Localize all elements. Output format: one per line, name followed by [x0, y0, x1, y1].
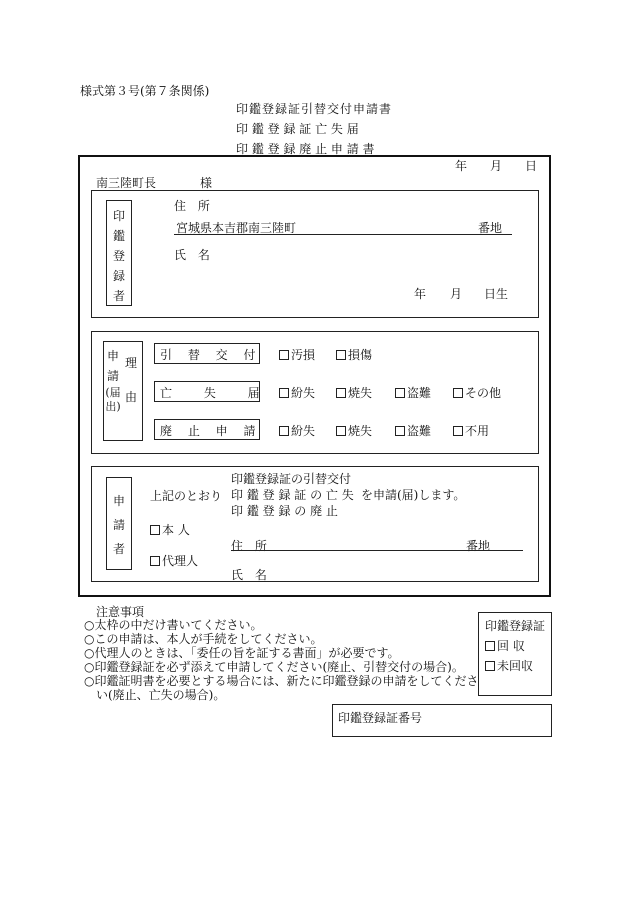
applicant-name-label: 氏 名 — [231, 568, 271, 582]
birth-day: 日生 — [484, 287, 509, 301]
addressee-honorific: 様 — [200, 176, 213, 190]
checkbox-icon — [150, 556, 160, 566]
reason-row-exchange-label: 引 替 交 付 — [160, 348, 262, 362]
applicant-address-label: 住 所 — [231, 539, 271, 553]
option-damaged[interactable] — [336, 346, 372, 363]
registrant-label-char-4: 録 — [112, 269, 125, 283]
note-item-4: ○印鑑登録証を必ず添えて申請してください(廃止、引替交付の場合)。 — [84, 660, 464, 674]
option-soiled[interactable] — [279, 346, 315, 363]
option-burned-2-label: 焼失 — [348, 424, 373, 438]
applicant-label-char-3: 者 — [112, 542, 125, 556]
date-month: 月 — [490, 159, 503, 173]
registrant-address-line — [174, 234, 512, 235]
addressee-name: 南三陸町長 — [96, 176, 157, 190]
option-agent-label: 代理人 — [162, 554, 199, 568]
checkbox-icon — [453, 388, 463, 398]
registrant-address-label: 住 所 — [174, 199, 214, 213]
checkbox-icon — [336, 426, 346, 436]
checkbox-icon — [485, 641, 495, 651]
reason-label-char-2: 請 — [106, 369, 119, 383]
reason-row-loss-label: 亡 失 届 — [160, 386, 274, 400]
reason-label-char-5: 理 — [124, 356, 137, 370]
checkbox-icon — [336, 350, 346, 360]
option-damaged-label: 損傷 — [348, 348, 373, 362]
registrant-label-char-5: 者 — [112, 289, 125, 303]
title-exchange: 印鑑登録証引替交付申請書 — [236, 102, 393, 116]
applicant-label — [106, 489, 132, 561]
applicant-label-char-1: 申 — [112, 494, 125, 508]
registrant-banchi: 番地 — [478, 221, 503, 235]
option-not-collected[interactable] — [485, 657, 533, 674]
checkbox-icon — [395, 388, 405, 398]
note-item-3: ○代理人のときは、「委任の旨を証する書面」が必要です。 — [84, 646, 400, 660]
registrant-label-char-2: 鑑 — [112, 229, 125, 243]
registrant-label-char-3: 登 — [112, 249, 125, 263]
birth-month: 月 — [450, 287, 463, 301]
checkbox-icon — [336, 388, 346, 398]
reason-label-right — [122, 346, 140, 414]
date-year: 年 — [455, 159, 468, 173]
option-burned[interactable] — [336, 384, 372, 401]
applicant-banchi: 番地 — [466, 539, 491, 553]
checkbox-icon — [485, 661, 495, 671]
notes-heading: 注意事項 — [96, 605, 145, 619]
option-principal-label: 本 人 — [162, 523, 190, 537]
applicant-item-abolish: 印 鑑 登 録 の 廃 止 — [231, 504, 338, 518]
option-unneeded-label: 不用 — [465, 424, 490, 438]
option-stolen-2[interactable] — [395, 422, 431, 439]
title-abolish: 印 鑑 登 録 廃 止 申 請 書 — [236, 142, 375, 156]
checkbox-icon — [279, 350, 289, 360]
option-soiled-label: 汚損 — [291, 348, 316, 362]
checkbox-icon — [395, 426, 405, 436]
form-number: 様式第３号(第７条関係) — [80, 84, 210, 98]
checkbox-icon — [453, 426, 463, 436]
applicant-label-char-2: 請 — [112, 518, 125, 532]
option-other-label: その他 — [465, 386, 502, 400]
option-other[interactable] — [453, 384, 501, 401]
option-principal[interactable] — [150, 521, 190, 538]
option-burned-label: 焼失 — [348, 386, 373, 400]
reason-label-char-4: 出) — [105, 400, 121, 413]
title-loss: 印 鑑 登 録 証 亡 失 届 — [236, 122, 359, 136]
option-not-collected-label: 未回収 — [497, 659, 534, 673]
checkbox-icon — [279, 426, 289, 436]
registrant-section — [91, 190, 539, 318]
option-lost-2-label: 紛失 — [291, 424, 316, 438]
applicant-item-exchange: 印鑑登録証の引替交付 — [231, 472, 352, 486]
applicant-suffix: を申請(届)します。 — [361, 488, 466, 502]
reason-row-abolish-label: 廃 止 申 請 — [160, 424, 262, 438]
applicant-address-line — [231, 550, 523, 551]
option-collected[interactable] — [485, 637, 525, 654]
option-stolen-label: 盗難 — [407, 386, 432, 400]
note-item-6: い(廃止、亡失の場合)。 — [96, 688, 226, 702]
note-item-5: ○印鑑証明書を必要とする場合には、新たに印鑑登録の申請をしてくださ — [84, 674, 479, 688]
option-lost-2[interactable] — [279, 422, 315, 439]
reason-label-char-1: 申 — [106, 349, 119, 363]
applicant-item-loss: 印 鑑 登 録 証 の 亡 失 — [231, 488, 354, 502]
option-unneeded[interactable] — [453, 422, 489, 439]
option-agent[interactable] — [150, 552, 198, 569]
option-burned-2[interactable] — [336, 422, 372, 439]
certificate-status-title: 印鑑登録証 — [485, 619, 546, 633]
checkbox-icon — [279, 388, 289, 398]
registrant-label-char-1: 印 — [112, 209, 125, 223]
reason-label-left — [104, 346, 122, 414]
option-lost-label: 紛失 — [291, 386, 316, 400]
applicant-lead: 上記のとおり — [150, 489, 223, 503]
option-lost[interactable] — [279, 384, 315, 401]
registrant-name-label: 氏 名 — [174, 248, 214, 262]
reason-label-char-3: (届 — [105, 386, 121, 399]
registrant-label — [106, 206, 132, 306]
date-day: 日 — [525, 159, 538, 173]
checkbox-icon — [150, 525, 160, 535]
registration-number-label: 印鑑登録証番号 — [338, 711, 423, 725]
registrant-address-value[interactable]: 宮城県本吉郡南三陸町 — [176, 221, 297, 235]
note-item-2: ○この申請は、本人が手続をしてください。 — [84, 632, 323, 646]
option-stolen-2-label: 盗難 — [407, 424, 432, 438]
birth-year: 年 — [414, 287, 427, 301]
option-collected-label: 回 収 — [497, 639, 525, 653]
reason-label-char-6: 由 — [124, 390, 137, 404]
option-stolen[interactable] — [395, 384, 431, 401]
note-item-1: ○太枠の中だけ書いてください。 — [84, 618, 263, 632]
